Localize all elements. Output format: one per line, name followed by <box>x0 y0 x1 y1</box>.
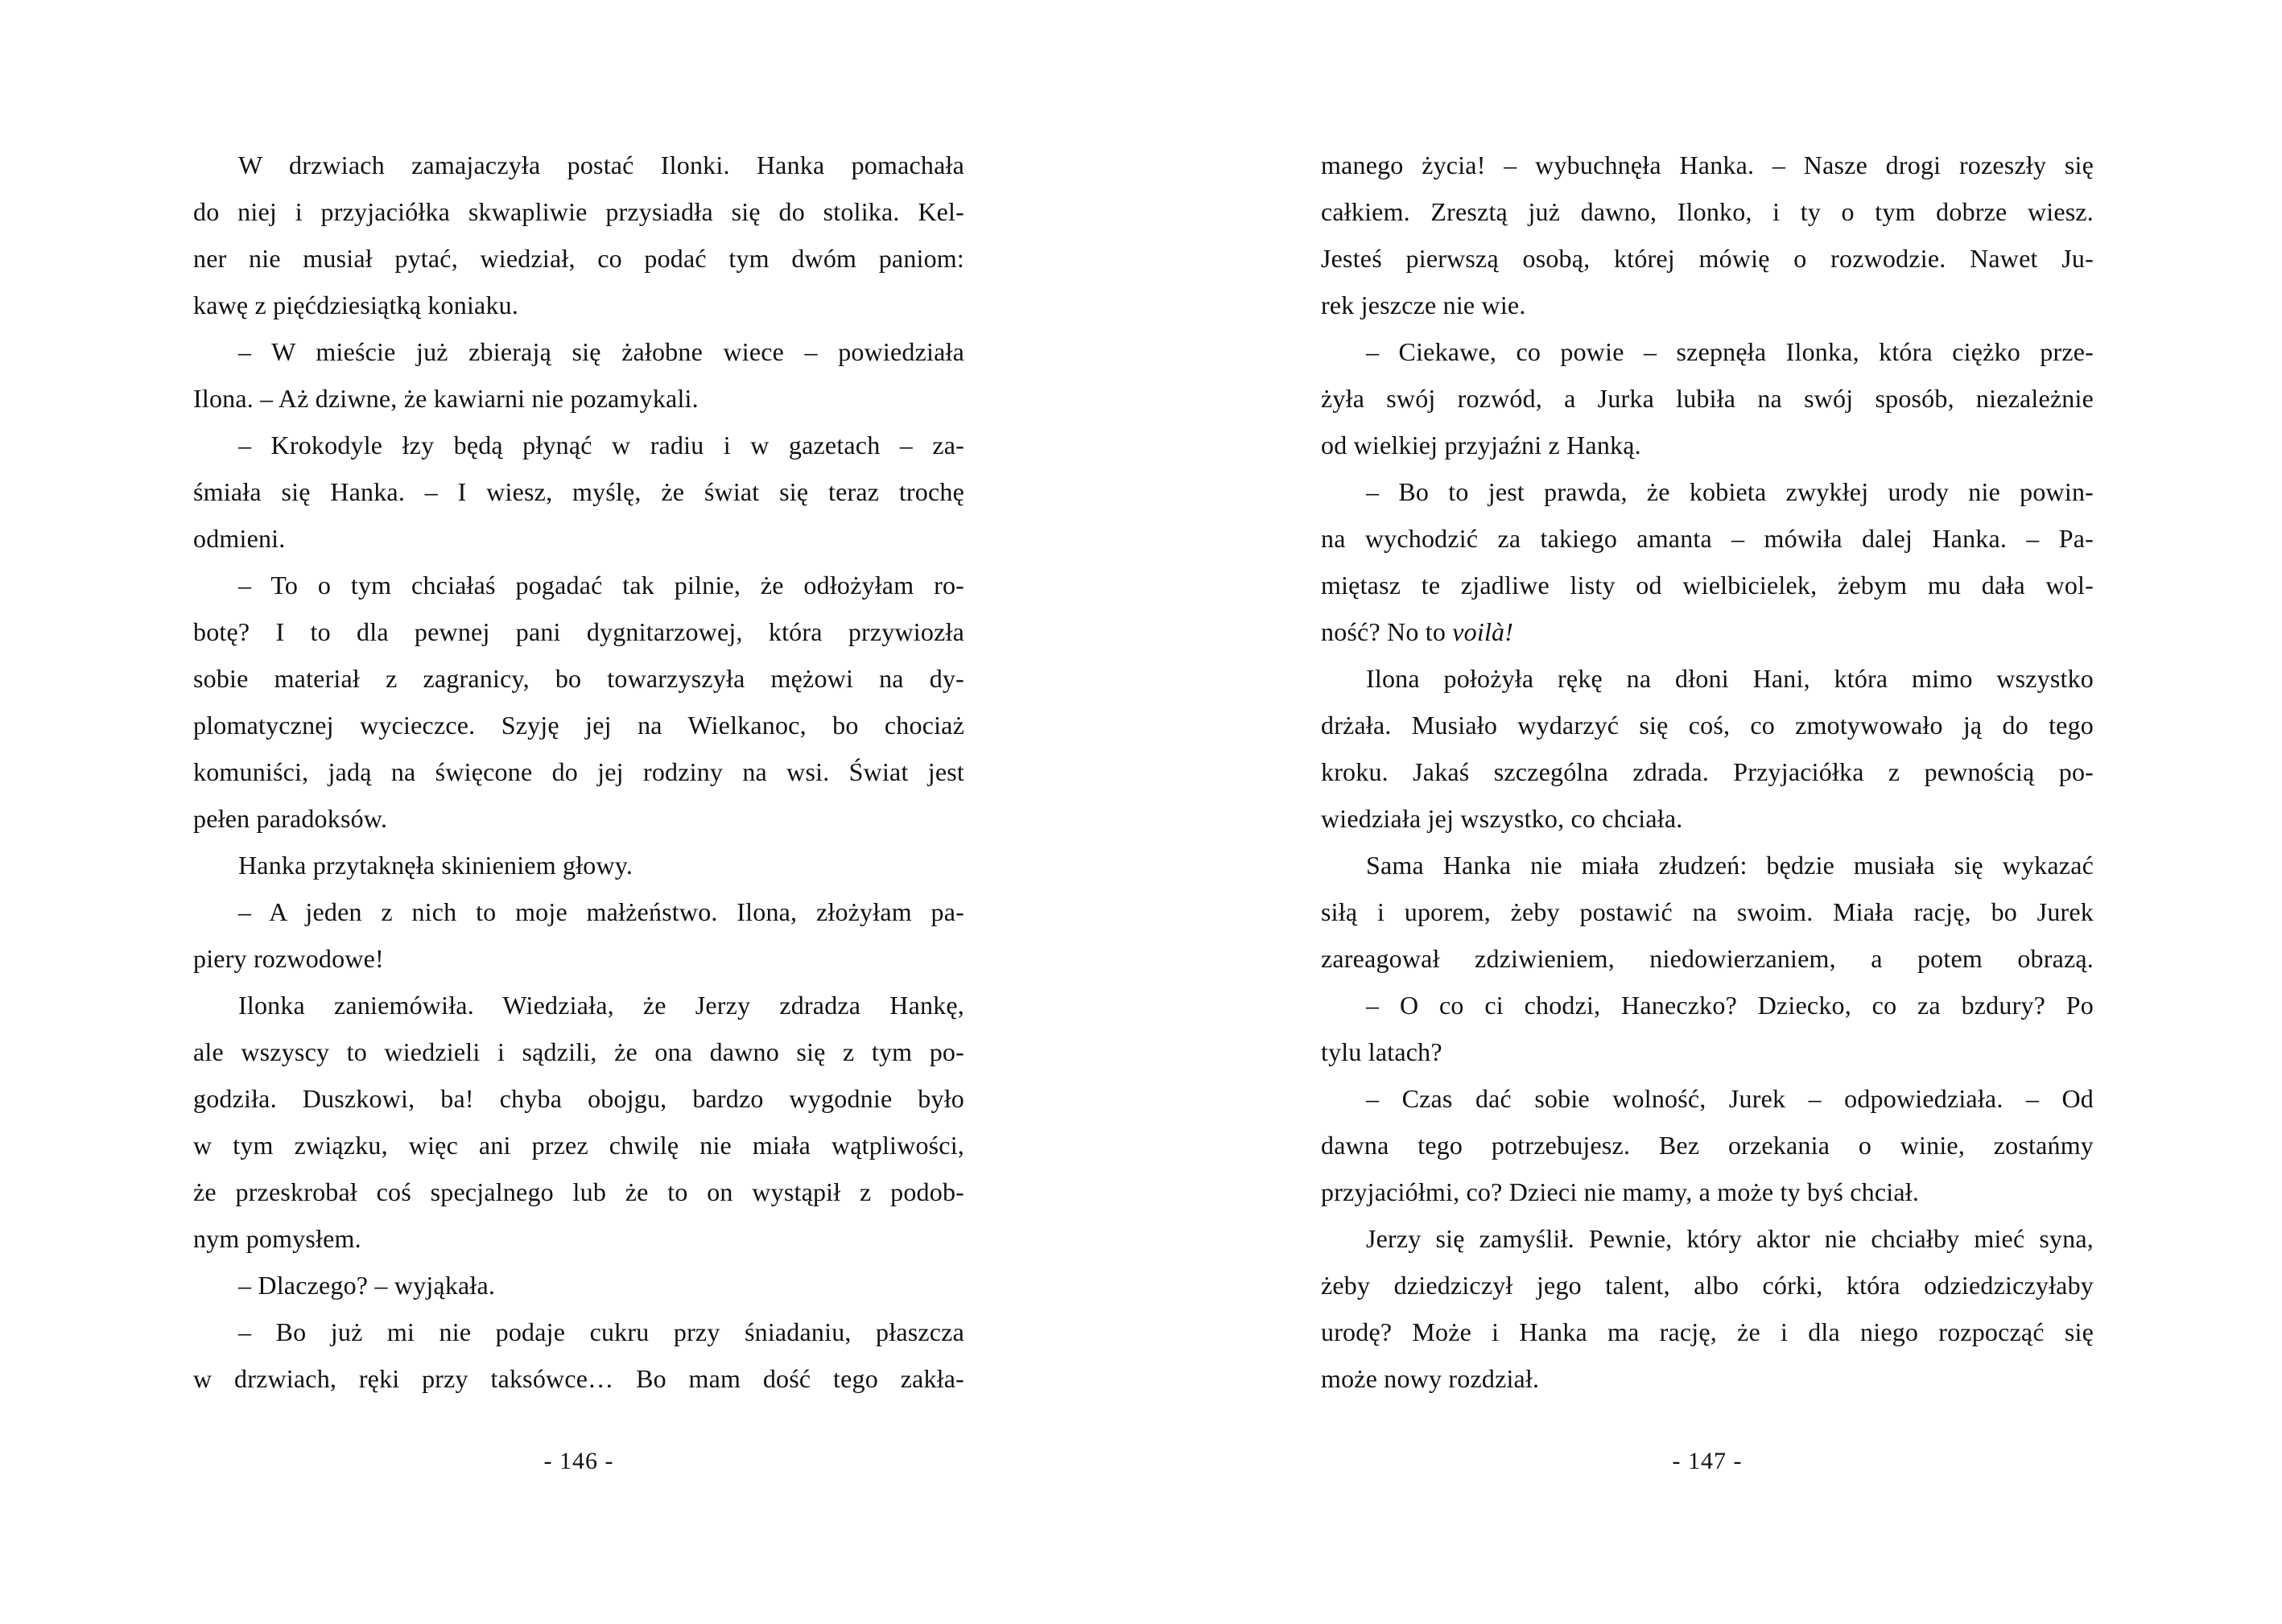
italic-text-segment: voilà! <box>1452 617 1514 646</box>
text-line: sobie materiał z zagranicy, bo towarzyszyła mężowi na dy- <box>193 664 964 693</box>
text-line: zareagował zdziwieniem, niedowierzaniem, a potem obrazą. <box>1321 944 2094 973</box>
text-segment: ność? No to <box>1321 617 1453 646</box>
text-line: Sama Hanka nie miała złudzeń: będzie musiała się wykazać <box>1366 851 2094 880</box>
text-line: – Bo już mi nie podaje cukru przy śniadaniu, płaszcza <box>238 1317 964 1346</box>
text-line: – Ciekawe, co powie – szepnęła Ilonka, która ciężko prze- <box>1366 337 2094 366</box>
text-line: – To o tym chciałaś pogadać tak pilnie, że odłożyłam ro- <box>238 571 964 600</box>
page-146-number: - 146 - <box>543 1448 614 1474</box>
text-line: na wychodzić za takiego amanta – mówiła dalej Hanka. – Pa- <box>1321 524 2094 553</box>
text-line: manego życia! – wybuchnęła Hanka. – Nasze drogi rozeszły się <box>1321 150 2094 179</box>
text-line: Ilona położyła rękę na dłoni Hani, która mimo wszystko <box>1366 664 2094 693</box>
text-line: całkiem. Zresztą już dawno, Ilonko, i ty o tym dobrze wiesz. <box>1321 197 2094 226</box>
text-line: dawna tego potrzebujesz. Bez orzekania o winie, zostańmy <box>1321 1131 2094 1160</box>
text-line: śmiała się Hanka. – I wiesz, myślę, że świat się teraz trochę <box>193 477 964 506</box>
text-line: – O co ci chodzi, Haneczko? Dziecko, co za bzdury? Po <box>1366 991 2094 1020</box>
text-line: rek jeszcze nie wie. <box>1321 291 1526 319</box>
text-line: może nowy rozdział. <box>1321 1364 1540 1393</box>
text-line: – W mieście już zbierają się żałobne wiece – powiedziała <box>238 337 964 366</box>
text-line: nym pomysłem. <box>193 1224 361 1253</box>
text-line: miętasz te zjadliwe listy od wielbicielek, żebym mu dała wol- <box>1321 571 2094 600</box>
text-line: Jesteś pierwszą osobą, której mówię o rozwodzie. Nawet Ju- <box>1321 244 2094 273</box>
text-line: godziła. Duszkowi, ba! chyba obojgu, bardzo wygodnie było <box>193 1084 964 1113</box>
text-line: przyjaciółmi, co? Dzieci nie mamy, a może ty byś chciał. <box>1321 1177 1920 1206</box>
text-line: plomatycznej wycieczce. Szyję jej na Wielkanoc, bo chociaż <box>193 711 964 740</box>
text-line: – A jeden z nich to moje małżeństwo. Ilona, złożyłam pa- <box>238 897 964 926</box>
text-line: urodę? Może i Hanka ma rację, że i dla niego rozpocząć się <box>1321 1317 2094 1346</box>
text-line: żyła swój rozwód, a Jurka lubiła na swój sposób, niezależnie <box>1321 384 2094 413</box>
text-line: ner nie musiał pytać, wiedział, co podać tym dwóm paniom: <box>193 244 964 273</box>
text-line: w drzwiach, ręki przy taksówce… Bo mam dość tego zakła- <box>193 1364 964 1393</box>
text-line: – Bo to jest prawda, że kobieta zwykłej urody nie powin- <box>1366 477 2094 506</box>
page-147 <box>1141 0 2282 1624</box>
text-line: kroku. Jakaś szczególna zdrada. Przyjaciółka z pewnością po- <box>1321 757 2094 786</box>
text-line: do niej i przyjaciółka skwapliwie przysiadła się do stolika. Kel- <box>193 197 964 226</box>
text-line: drżała. Musiało wydarzyć się coś, co zmotywowało ją do tego <box>1321 711 2094 740</box>
text-line: wiedziała jej wszystko, co chciała. <box>1321 804 1683 833</box>
page-147-number: - 147 - <box>1672 1448 1743 1474</box>
text-line: w tym związku, więc ani przez chwilę nie miała wątpliwości, <box>193 1131 964 1160</box>
text-line: kawę z pięćdziesiątką koniaku. <box>193 291 519 319</box>
text-line: – Dlaczego? – wyjąkała. <box>238 1271 496 1300</box>
text-line: Ilonka zaniemówiła. Wiedziała, że Jerzy zdradza Hankę, <box>238 991 964 1020</box>
text-line: pełen paradoksów. <box>193 804 388 833</box>
text-line: – Czas dać sobie wolność, Jurek – odpowiedziała. – Od <box>1366 1084 2094 1113</box>
text-line: komuniści, jadą na święcone do jej rodziny na wsi. Świat jest <box>193 757 964 786</box>
text-line: piery rozwodowe! <box>193 944 384 973</box>
text-line: ale wszyscy to wiedzieli i sądzili, że ona dawno się z tym po- <box>193 1037 964 1066</box>
text-line <box>1321 608 2094 655</box>
page-146-text <box>193 142 964 1402</box>
text-line: botę? I to dla pewnej pani dygnitarzowej, która przywiozła <box>193 617 964 646</box>
text-line: siłą i uporem, żeby postawić na swoim. Miała rację, bo Jurek <box>1321 897 2094 926</box>
text-line: żeby dziedziczył jego talent, albo córki, która odziedziczyłaby <box>1321 1271 2094 1300</box>
text-line: Hanka przytaknęła skinieniem głowy. <box>238 851 633 880</box>
text-line: od wielkiej przyjaźni z Hanką. <box>1321 431 1641 460</box>
text-line: Jerzy się zamyślił. Pewnie, który aktor nie chciałby mieć syna, <box>1366 1224 2094 1253</box>
text-line: Ilona. – Aż dziwne, że kawiarni nie pozamykali. <box>193 384 699 413</box>
text-line: odmieni. <box>193 524 286 553</box>
page-147-text <box>1321 142 2094 1402</box>
text-line: tylu latach? <box>1321 1037 1442 1066</box>
text-line: W drzwiach zamajaczyła postać Ilonki. Hanka pomachała <box>238 150 964 179</box>
text-line: że przeskrobał coś specjalnego lub że to on wystąpił z podob- <box>193 1177 964 1206</box>
text-line: – Krokodyle łzy będą płynąć w radiu i w gazetach – za- <box>238 431 964 460</box>
